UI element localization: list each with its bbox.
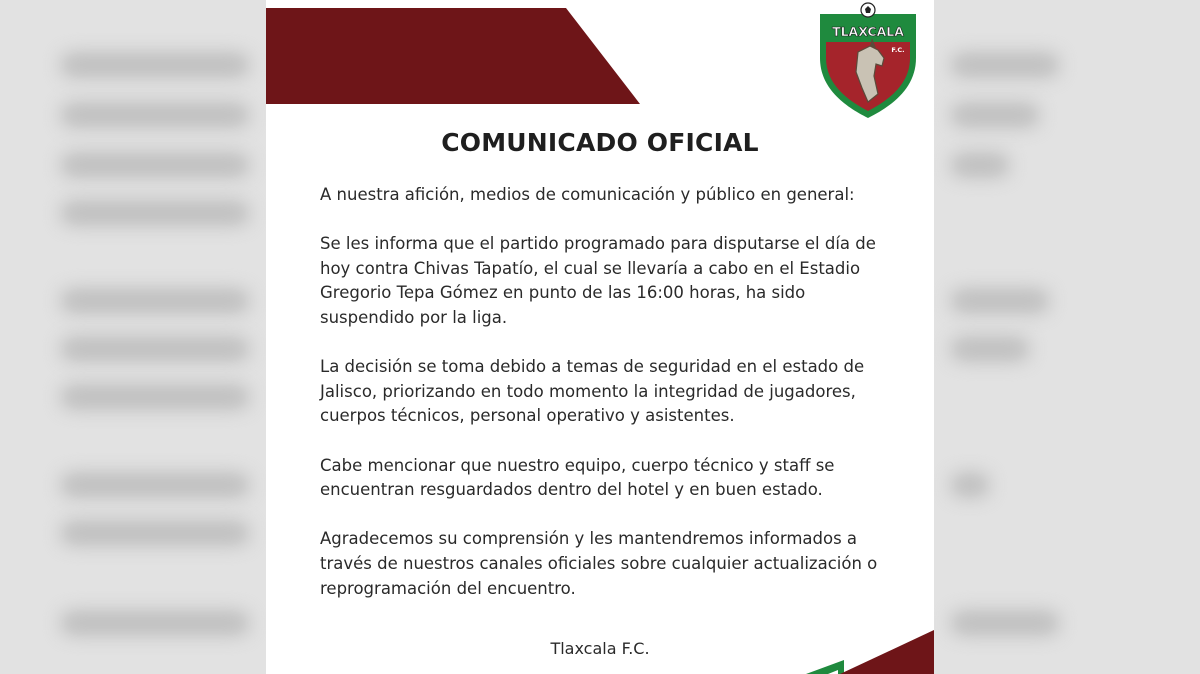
blur-bar xyxy=(60,152,250,178)
blur-bar xyxy=(950,472,990,498)
signature: Tlaxcala F.C. xyxy=(550,639,650,658)
blur-bar xyxy=(950,152,1010,178)
blur-bar xyxy=(60,520,250,546)
crest-suffix: F.C. xyxy=(891,46,905,54)
blur-bar xyxy=(950,102,1040,128)
paragraph: Cabe mencionar que nuestro equipo, cuerpo técnico y staff se encuentran resguardados dentro del hotel y en buen estado. xyxy=(320,455,835,500)
paragraph: A nuestra afición, medios de comunicación y público en general: xyxy=(320,185,855,204)
maroon-header-band xyxy=(266,8,646,106)
blur-bar xyxy=(60,384,250,410)
blur-bar xyxy=(60,102,250,128)
corner-stripes xyxy=(806,620,934,674)
blur-bar xyxy=(950,52,1060,78)
blur-bar xyxy=(60,610,250,636)
blur-bar xyxy=(60,200,250,226)
blur-bar xyxy=(60,52,250,78)
official-statement-document xyxy=(266,0,934,674)
blur-bar xyxy=(60,336,250,362)
blur-bar xyxy=(60,472,250,498)
crest-name: TLAXCALA xyxy=(832,24,904,39)
blur-bar xyxy=(950,610,1060,636)
document-title: COMUNICADO OFICIAL xyxy=(441,128,759,157)
blur-bar xyxy=(950,336,1030,362)
blur-bar xyxy=(950,288,1050,314)
document-body xyxy=(320,183,920,601)
paragraph: Agradecemos su comprensión y les mantendremos informados a través de nuestros canales oficiales sobre cualquier actualización o reprogramación del encuentro. xyxy=(320,529,878,598)
paragraph: Se les informa que el partido programado para disputarse el día de hoy contra Chivas Tapatío, el cual se llevaría a cabo en el Estadio Gregorio Tepa Gómez en punto de las 16:00 horas, ha sido suspendido por la liga. xyxy=(320,234,876,327)
blur-bar xyxy=(60,288,250,314)
tlaxcala-fc-crest xyxy=(812,2,924,120)
paragraph: La decisión se toma debido a temas de seguridad en el estado de Jalisco, priorizando en todo momento la integridad de jugadores, cuerpos técnicos, personal operativo y asistentes. xyxy=(320,357,865,426)
